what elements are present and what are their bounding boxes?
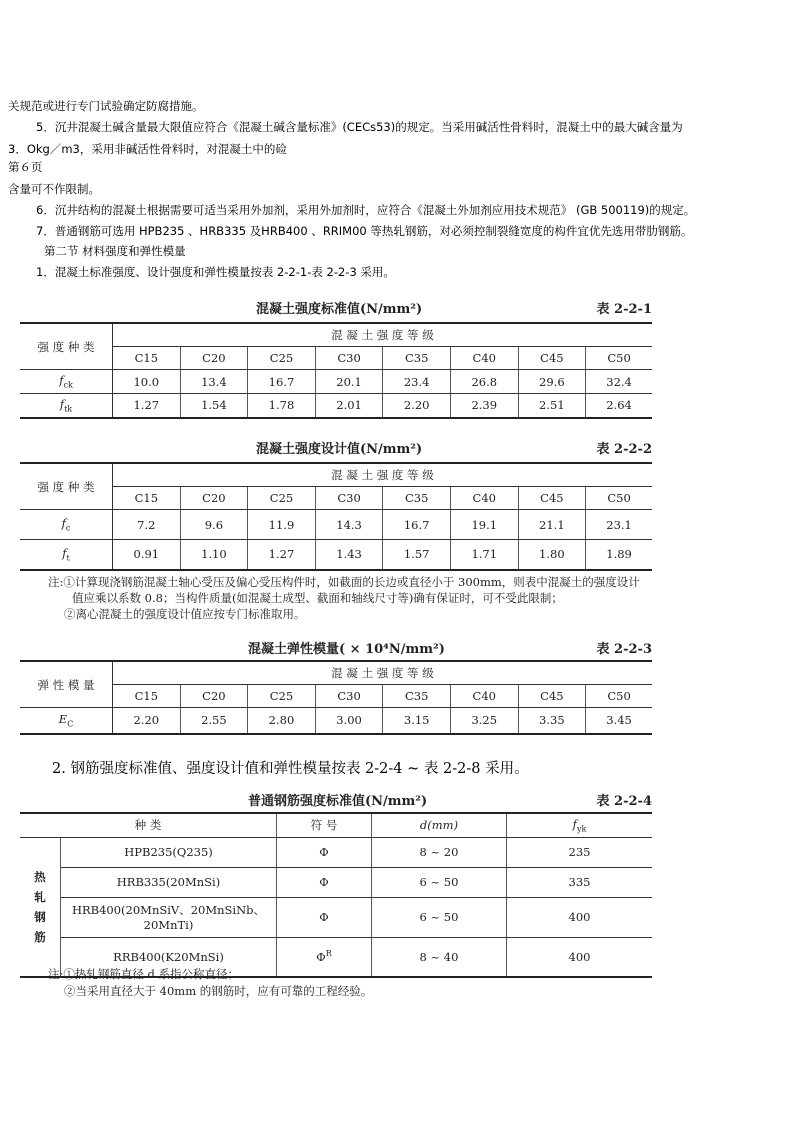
grade-cell: C40 <box>450 487 518 510</box>
steel-diameter: 8 ~ 20 <box>372 837 507 867</box>
value-cell: 20.1 <box>315 370 383 394</box>
steel-diameter: 6 ~ 50 <box>372 867 507 897</box>
table-title: 混凝土强度设计值(N/mm²) <box>256 442 423 457</box>
value-cell: 19.1 <box>450 510 518 540</box>
steel-symbol: Φ <box>277 837 372 867</box>
value-cell: 2.39 <box>450 394 518 418</box>
value-cell: 32.4 <box>586 370 652 394</box>
table-2-2-4 <box>20 790 652 1005</box>
grade-cell: C30 <box>315 685 383 708</box>
table-title: 混凝土弹性模量( × 10⁴N/mm²) <box>248 642 445 657</box>
grade-cell: C45 <box>518 487 586 510</box>
value-cell: 3.45 <box>586 708 652 734</box>
table-title: 普通钢筋强度标准值(N/mm²) <box>248 794 428 809</box>
grade-cell: C50 <box>586 487 652 510</box>
section-heading: 2. 钢筋强度标准值、强度设计值和弹性模量按表 2-2-4 ~ 表 2-2-8 采用。 <box>52 761 529 777</box>
value-cell: 23.1 <box>586 510 652 540</box>
value-cell: 2.80 <box>248 708 316 734</box>
table-grid <box>20 462 652 571</box>
value-cell: 16.7 <box>248 370 316 394</box>
table-2-2-1 <box>20 298 652 428</box>
steel-diameter: 6 ~ 50 <box>372 897 507 937</box>
header-cell: 种 类 <box>20 813 277 837</box>
value-cell: 26.8 <box>450 370 518 394</box>
steel-name: HRB335(20MnSi) <box>61 867 277 897</box>
value-cell: 1.89 <box>586 540 652 570</box>
value-cell: 1.43 <box>315 540 383 570</box>
value-cell: 1.27 <box>248 540 316 570</box>
grade-cell: C25 <box>248 347 316 370</box>
grade-cell: C35 <box>383 685 451 708</box>
group-label: 热 轧 钢 筋 <box>20 837 61 977</box>
grade-cell: C35 <box>383 487 451 510</box>
paragraph-line: 1．混凝土标准强度、设计强度和弹性模量按表 2-2-1-表 2-2-3 采用。 <box>36 265 395 279</box>
value-cell: 1.80 <box>518 540 586 570</box>
header-cell: 符 号 <box>277 813 372 837</box>
grade-cell: C30 <box>315 347 383 370</box>
value-cell: 1.10 <box>180 540 248 570</box>
header-cell: 强 度 种 类 <box>20 463 113 510</box>
value-cell: 29.6 <box>518 370 586 394</box>
grade-cell: C50 <box>586 685 652 708</box>
section-heading: 第二节 材料强度和弹性模量 <box>44 244 186 258</box>
grade-cell: C15 <box>113 347 181 370</box>
steel-name: HRB400(20MnSiV、20MnSiNb、20MnTi) <box>61 897 277 937</box>
paragraph-line: 关规范或进行专门试验确定防腐措施。 <box>8 99 204 113</box>
table-number: 表 2-2-3 <box>596 642 652 657</box>
table-2-2-2 <box>20 438 652 628</box>
grade-cell: C15 <box>113 487 181 510</box>
row-label: $f_{tk}$ <box>20 394 113 418</box>
header-cell: 弹 性 模 量 <box>20 661 113 708</box>
steel-strength: 400 <box>507 937 653 977</box>
grade-cell: C15 <box>113 685 181 708</box>
value-cell: 21.1 <box>518 510 586 540</box>
value-cell: 2.55 <box>180 708 248 734</box>
header-cell: 混 凝 土 强 度 等 级 <box>113 661 653 685</box>
value-cell: 3.25 <box>450 708 518 734</box>
value-cell: 16.7 <box>383 510 451 540</box>
steel-strength: 335 <box>507 867 653 897</box>
header-cell: $f_{yk}$ <box>507 813 653 837</box>
value-cell: 3.15 <box>383 708 451 734</box>
table-note: 值应乘以系数 0.8；当构件质量(如混凝土成型、截面和轴线尺寸等)确有保证时，可不受此限制； <box>72 591 563 605</box>
value-cell: 23.4 <box>383 370 451 394</box>
steel-name: RRB400(K20MnSi) <box>61 937 277 977</box>
grade-cell: C45 <box>518 685 586 708</box>
page-number: 第６页 <box>8 160 43 174</box>
grade-cell: C50 <box>586 347 652 370</box>
value-cell: 13.4 <box>180 370 248 394</box>
steel-strength: 400 <box>507 897 653 937</box>
paragraph-line: 6．沉井结构的混凝土根据需要可适当采用外加剂，采用外加剂时，应符合《混凝土外加剂应用技术规范》 (GB 500119)的规定。 <box>36 203 696 217</box>
value-cell: 1.78 <box>248 394 316 418</box>
table-title: 混凝土强度标准值(N/mm²) <box>256 302 423 317</box>
table-grid <box>20 660 652 735</box>
steel-symbol: Φ <box>277 867 372 897</box>
row-label: $E_C$ <box>20 708 113 734</box>
value-cell: 14.3 <box>315 510 383 540</box>
table-note: ②当采用直径大于 40mm 的钢筋时，应有可靠的工程经验。 <box>64 984 373 998</box>
table-grid <box>20 812 652 978</box>
value-cell: 2.64 <box>586 394 652 418</box>
steel-name: HPB235(Q235) <box>61 837 277 867</box>
row-label: $f_{ck}$ <box>20 370 113 394</box>
grade-cell: C20 <box>180 685 248 708</box>
paragraph-line: 含量可不作限制。 <box>8 182 100 196</box>
value-cell: 2.20 <box>383 394 451 418</box>
grade-cell: C20 <box>180 487 248 510</box>
value-cell: 3.00 <box>315 708 383 734</box>
steel-symbol: $\Phi^R$ <box>277 937 372 977</box>
steel-strength: 235 <box>507 837 653 867</box>
paragraph-line: 5．沉井混凝土碱含量最大限值应符合《混凝土碱含量标准》(CECs53)的规定。当采用碱活性骨料时，混凝土中的最大碱含量为 <box>36 120 683 134</box>
value-cell: 1.57 <box>383 540 451 570</box>
table-2-2-3 <box>20 638 652 742</box>
value-cell: 1.54 <box>180 394 248 418</box>
value-cell: 11.9 <box>248 510 316 540</box>
grade-cell: C30 <box>315 487 383 510</box>
grade-cell: C20 <box>180 347 248 370</box>
grade-cell: C40 <box>450 685 518 708</box>
value-cell: 2.01 <box>315 394 383 418</box>
value-cell: 9.6 <box>180 510 248 540</box>
table-grid <box>20 322 652 419</box>
row-label: $f_c$ <box>20 510 113 540</box>
table-note: 注:①计算现浇钢筋混凝土轴心受压及偏心受压构件时，如截面的长边或直径小于 300mm，则表中混凝土的强度设计 <box>48 575 640 589</box>
header-cell: 混 凝 土 强 度 等 级 <box>113 323 653 347</box>
steel-diameter: 8 ~ 40 <box>372 937 507 977</box>
paragraph-line: 7．普通钢筋可选用 HPB235 、HRB335 及HRB400 、RRIM00 等热轧钢筋，对必须控制裂缝宽度的构件宜优先选用带肋钢筋。 <box>36 224 693 238</box>
header-cell: 混 凝 土 强 度 等 级 <box>113 463 653 487</box>
value-cell: 7.2 <box>113 510 181 540</box>
table-note: ②离心混凝土的强度设计值应按专门标准取用。 <box>64 607 306 621</box>
grade-cell: C45 <box>518 347 586 370</box>
value-cell: 3.35 <box>518 708 586 734</box>
header-cell: 强 度 种 类 <box>20 323 113 370</box>
value-cell: 0.91 <box>113 540 181 570</box>
value-cell: 2.51 <box>518 394 586 418</box>
table-number: 表 2-2-4 <box>596 794 652 809</box>
value-cell: 10.0 <box>113 370 181 394</box>
paragraph-line: 3．Okg／m3，采用非碱活性骨料时，对混凝土中的硷 <box>8 142 287 156</box>
grade-cell: C35 <box>383 347 451 370</box>
grade-cell: C25 <box>248 685 316 708</box>
value-cell: 2.20 <box>113 708 181 734</box>
header-cell: d(mm) <box>372 813 507 837</box>
value-cell: 1.71 <box>450 540 518 570</box>
grade-cell: C40 <box>450 347 518 370</box>
steel-symbol: Φ <box>277 897 372 937</box>
table-number: 表 2-2-1 <box>596 302 652 317</box>
table-note: 注:①热轧钢筋直径 d 系指公称直径； <box>48 967 240 981</box>
value-cell: 1.27 <box>113 394 181 418</box>
grade-cell: C25 <box>248 487 316 510</box>
row-label: $f_t$ <box>20 540 113 570</box>
table-number: 表 2-2-2 <box>596 442 652 457</box>
